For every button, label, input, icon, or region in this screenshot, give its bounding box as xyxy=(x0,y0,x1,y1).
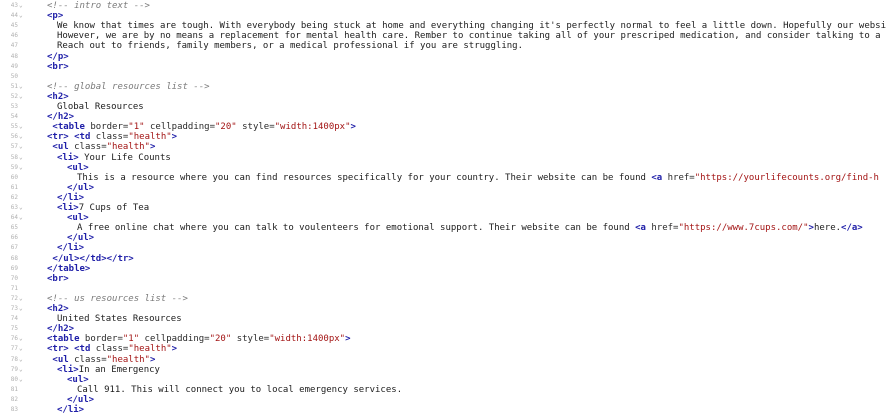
line-number: 47 xyxy=(10,42,18,50)
fold-arrow-icon[interactable]: ⌄ xyxy=(19,335,23,343)
code-token: "1" xyxy=(128,122,145,133)
code-token: <table xyxy=(47,334,80,345)
code-line[interactable] xyxy=(0,324,806,334)
code-token: <li> xyxy=(57,364,79,375)
line-number: 58 xyxy=(10,153,18,161)
code-token: <li> xyxy=(57,152,79,163)
code-line[interactable] xyxy=(0,183,806,193)
line-number: 46 xyxy=(10,32,18,40)
code-token: </table> xyxy=(47,263,91,274)
code-token: <ul> xyxy=(67,374,89,385)
code-line[interactable] xyxy=(0,254,806,264)
fold-arrow-icon[interactable]: ⌄ xyxy=(19,82,23,90)
code-token: <ul xyxy=(52,354,69,365)
code-token: <li> xyxy=(57,203,79,213)
code-text xyxy=(47,344,177,354)
code-token: > xyxy=(808,223,814,234)
code-token: <a xyxy=(651,172,663,183)
code-token: cellpadding= xyxy=(144,122,216,133)
code-text xyxy=(67,163,89,173)
code-token: <tr> xyxy=(47,132,69,143)
code-text xyxy=(47,294,188,304)
code-token: </p> xyxy=(47,51,69,62)
code-text xyxy=(67,375,89,385)
code-token: A free online chat where you can talk to voulenteers for emotional support. Their website can be found xyxy=(77,223,636,234)
code-text xyxy=(57,243,84,253)
code-line[interactable] xyxy=(0,203,806,213)
code-token: Reach out to friends, family members, or a medical professional if you are struggling. xyxy=(57,41,523,52)
code-line[interactable] xyxy=(0,274,806,284)
code-token: "width:1400px" xyxy=(274,122,351,133)
code-line[interactable] xyxy=(0,294,806,304)
code-token: </ul></td></tr> xyxy=(52,253,134,264)
code-token: href= xyxy=(645,223,679,234)
line-number: 68 xyxy=(10,254,18,262)
fold-arrow-icon[interactable]: ⌄ xyxy=(19,375,23,383)
code-line[interactable] xyxy=(0,304,806,314)
code-token: "https://www.7cups.com/" xyxy=(678,223,809,234)
fold-arrow-icon[interactable]: ⌄ xyxy=(19,92,23,100)
code-text xyxy=(47,334,351,344)
code-token: "20" xyxy=(215,122,237,133)
code-token: "width:1400px" xyxy=(269,334,346,345)
code-text xyxy=(47,92,69,102)
line-number: 65 xyxy=(10,224,18,232)
line-number: 44 xyxy=(10,12,18,20)
code-token: class= xyxy=(68,354,107,365)
code-line[interactable] xyxy=(0,334,806,344)
code-token: "20" xyxy=(209,334,232,345)
line-number: 52 xyxy=(10,92,18,100)
code-token: United States Resources xyxy=(57,314,182,325)
line-number: 75 xyxy=(10,325,18,333)
code-line[interactable] xyxy=(0,284,806,294)
code-line[interactable] xyxy=(0,142,806,152)
line-number: 50 xyxy=(10,72,18,80)
code-line[interactable] xyxy=(0,233,806,243)
code-line[interactable] xyxy=(0,92,806,102)
code-text xyxy=(67,233,94,243)
code-line[interactable] xyxy=(0,365,806,375)
code-line[interactable] xyxy=(0,385,806,395)
code-line[interactable] xyxy=(0,31,881,42)
fold-arrow-icon[interactable]: ⌄ xyxy=(19,123,23,131)
code-line[interactable] xyxy=(0,405,806,415)
code-token: <!-- us resources list --> xyxy=(47,293,188,304)
line-number: 45 xyxy=(10,22,18,30)
code-token: > xyxy=(345,334,351,345)
line-number: 80 xyxy=(10,375,18,383)
code-text xyxy=(47,82,210,92)
fold-arrow-icon[interactable]: ⌄ xyxy=(19,345,23,353)
code-line[interactable] xyxy=(0,264,806,274)
line-number: 53 xyxy=(10,103,18,110)
code-text xyxy=(57,31,881,41)
line-number: 77 xyxy=(10,345,18,353)
code-line[interactable] xyxy=(0,153,806,163)
fold-arrow-icon[interactable]: ⌄ xyxy=(19,204,23,211)
code-text xyxy=(47,264,90,274)
code-text xyxy=(57,102,144,112)
fold-arrow-icon[interactable]: ⌄ xyxy=(19,294,23,302)
code-token: border= xyxy=(79,334,123,345)
line-number: 60 xyxy=(10,173,18,181)
code-text xyxy=(77,385,402,395)
line-number: 70 xyxy=(10,274,18,282)
code-line[interactable] xyxy=(0,314,806,324)
code-token: <p> xyxy=(47,11,64,22)
code-text xyxy=(67,395,94,405)
code-token: "health" xyxy=(106,142,150,153)
code-text xyxy=(67,183,94,193)
code-token: > xyxy=(171,132,178,143)
code-token: <br> xyxy=(47,61,69,72)
code-token: > xyxy=(350,122,356,133)
code-token: </a> xyxy=(841,223,863,234)
code-line[interactable] xyxy=(0,193,806,203)
code-token: cellpadding= xyxy=(139,334,210,345)
code-text xyxy=(47,122,356,132)
line-number: 57 xyxy=(10,143,18,151)
code-line[interactable] xyxy=(0,112,806,122)
code-line[interactable] xyxy=(0,375,806,385)
line-number: 55 xyxy=(10,123,18,131)
code-text xyxy=(47,324,74,334)
code-line[interactable] xyxy=(0,395,806,405)
code-token: We know that times are tough. With everybody being stuck at home and everything changing it's perfectly normal to feel a little down. Hopefully our websi xyxy=(57,21,886,32)
code-line[interactable] xyxy=(0,172,879,183)
line-number: 51 xyxy=(10,82,18,90)
code-token: </li> xyxy=(57,405,85,415)
code-token: "health" xyxy=(128,344,172,355)
code-token: </ul> xyxy=(67,233,95,244)
code-text xyxy=(57,193,84,203)
code-line[interactable] xyxy=(0,355,806,365)
line-number: 43 xyxy=(10,2,18,9)
code-token: "health" xyxy=(106,354,150,365)
code-token: here. xyxy=(813,223,842,234)
code-text xyxy=(67,213,89,223)
fold-arrow-icon[interactable]: ⌄ xyxy=(19,2,23,9)
line-number: 48 xyxy=(10,52,18,60)
code-line[interactable] xyxy=(0,132,806,142)
code-token: </h2> xyxy=(47,112,75,123)
code-token: This is a resource where you can find resources specifically for your country. Their website can be found xyxy=(77,172,652,183)
code-text xyxy=(57,41,523,51)
line-number: 66 xyxy=(10,234,18,242)
line-number: 49 xyxy=(10,62,18,70)
line-number: 63 xyxy=(10,204,18,211)
fold-arrow-icon[interactable]: ⌄ xyxy=(19,163,23,171)
code-token: class= xyxy=(68,142,107,153)
fold-arrow-icon[interactable]: ⌄ xyxy=(19,355,23,363)
line-number: 62 xyxy=(10,193,18,201)
code-token: <br> xyxy=(47,273,69,284)
code-token: <td xyxy=(74,132,91,143)
code-token: <ul> xyxy=(67,213,89,224)
code-text xyxy=(47,112,74,122)
code-token: class= xyxy=(90,344,129,355)
code-token: </li> xyxy=(57,192,85,203)
code-token: <tr> xyxy=(47,344,69,355)
code-line[interactable] xyxy=(0,344,806,354)
line-number: 81 xyxy=(10,385,18,393)
code-text xyxy=(47,254,134,264)
code-text xyxy=(77,173,879,183)
code-token: In an Emergency xyxy=(78,364,160,375)
code-line[interactable] xyxy=(0,72,806,82)
code-token: <!-- intro text --> xyxy=(47,1,150,11)
line-number: 74 xyxy=(10,315,18,323)
code-token: "1" xyxy=(122,334,140,345)
code-text xyxy=(57,405,84,415)
code-line[interactable] xyxy=(0,122,806,132)
fold-arrow-icon[interactable]: ⌄ xyxy=(19,365,23,373)
code-token: </ul> xyxy=(67,394,95,405)
code-token: <a xyxy=(635,223,646,234)
code-line[interactable] xyxy=(0,52,806,62)
code-text xyxy=(57,314,182,324)
line-number: 64 xyxy=(10,214,18,222)
line-number: 73 xyxy=(10,305,18,312)
code-token: href= xyxy=(662,172,695,183)
code-token: > xyxy=(149,354,156,365)
code-text xyxy=(57,153,171,163)
code-token: Call 911. This will connect you to local emergency services. xyxy=(77,384,403,395)
code-text xyxy=(57,365,160,375)
code-token: Global Resources xyxy=(57,102,144,112)
line-number: 67 xyxy=(10,244,18,252)
line-number: 69 xyxy=(10,264,18,272)
line-number: 54 xyxy=(10,113,18,121)
code-token: However, we are by no means a replacement for mental health care. Rember to continue taking all of your prescriped medication, and consider talking to a xyxy=(57,31,881,42)
code-token: <td xyxy=(74,344,91,355)
code-token: <ul xyxy=(52,142,69,153)
line-number: 61 xyxy=(10,183,18,191)
fold-arrow-icon[interactable]: ⌄ xyxy=(19,305,23,312)
code-token: <table xyxy=(52,122,85,133)
fold-arrow-icon[interactable]: ⌄ xyxy=(19,143,23,151)
code-token: <h2> xyxy=(47,304,69,314)
code-token: <ul> xyxy=(67,162,89,173)
code-token: <h2> xyxy=(47,91,69,102)
fold-arrow-icon[interactable]: ⌄ xyxy=(19,12,23,20)
code-token: "health" xyxy=(128,132,172,143)
code-line[interactable] xyxy=(0,21,886,32)
code-text xyxy=(47,142,155,152)
line-number: 71 xyxy=(10,284,18,292)
code-line[interactable] xyxy=(0,62,806,72)
code-text xyxy=(77,223,863,233)
code-token: > xyxy=(171,344,178,355)
line-number: 83 xyxy=(10,406,18,413)
line-number: 79 xyxy=(10,365,18,373)
fold-arrow-icon[interactable]: ⌄ xyxy=(19,214,23,222)
code-text xyxy=(47,11,63,21)
code-line[interactable] xyxy=(0,163,806,173)
code-text xyxy=(47,274,69,284)
code-token: > xyxy=(149,142,156,153)
code-text xyxy=(47,132,177,142)
code-line[interactable] xyxy=(0,243,806,253)
code-token: </li> xyxy=(57,243,85,254)
code-line[interactable] xyxy=(0,223,863,234)
code-line[interactable] xyxy=(0,1,806,11)
code-text xyxy=(57,203,149,213)
line-number: 56 xyxy=(10,133,18,141)
code-token: </ul> xyxy=(67,182,95,193)
code-token: style= xyxy=(231,334,270,345)
code-text xyxy=(47,355,155,365)
code-token: <!-- global resources list --> xyxy=(47,81,210,92)
line-number: 78 xyxy=(10,355,18,363)
line-number: 76 xyxy=(10,335,18,343)
code-token: style= xyxy=(236,122,275,133)
code-text xyxy=(47,304,69,314)
code-line[interactable] xyxy=(0,213,806,223)
code-token: border= xyxy=(84,122,129,133)
code-token: Your Life Counts xyxy=(78,152,171,163)
code-line[interactable] xyxy=(0,82,806,92)
code-token: 7 Cups of Tea xyxy=(78,203,150,213)
line-number: 72 xyxy=(10,294,18,302)
code-text xyxy=(47,1,150,11)
fold-arrow-icon[interactable]: ⌄ xyxy=(19,133,23,141)
code-line[interactable] xyxy=(0,102,806,112)
code-text xyxy=(47,62,69,72)
line-number: 59 xyxy=(10,163,18,171)
code-text xyxy=(47,52,69,62)
code-line[interactable] xyxy=(0,11,806,21)
fold-arrow-icon[interactable]: ⌄ xyxy=(19,153,23,161)
code-text xyxy=(57,21,886,31)
code-token: </h2> xyxy=(47,324,75,335)
code-line[interactable] xyxy=(0,41,806,51)
code-token: "https://yourlifecounts.org/find-h xyxy=(694,172,879,183)
code-token: class= xyxy=(90,132,129,143)
line-number: 82 xyxy=(10,395,18,403)
